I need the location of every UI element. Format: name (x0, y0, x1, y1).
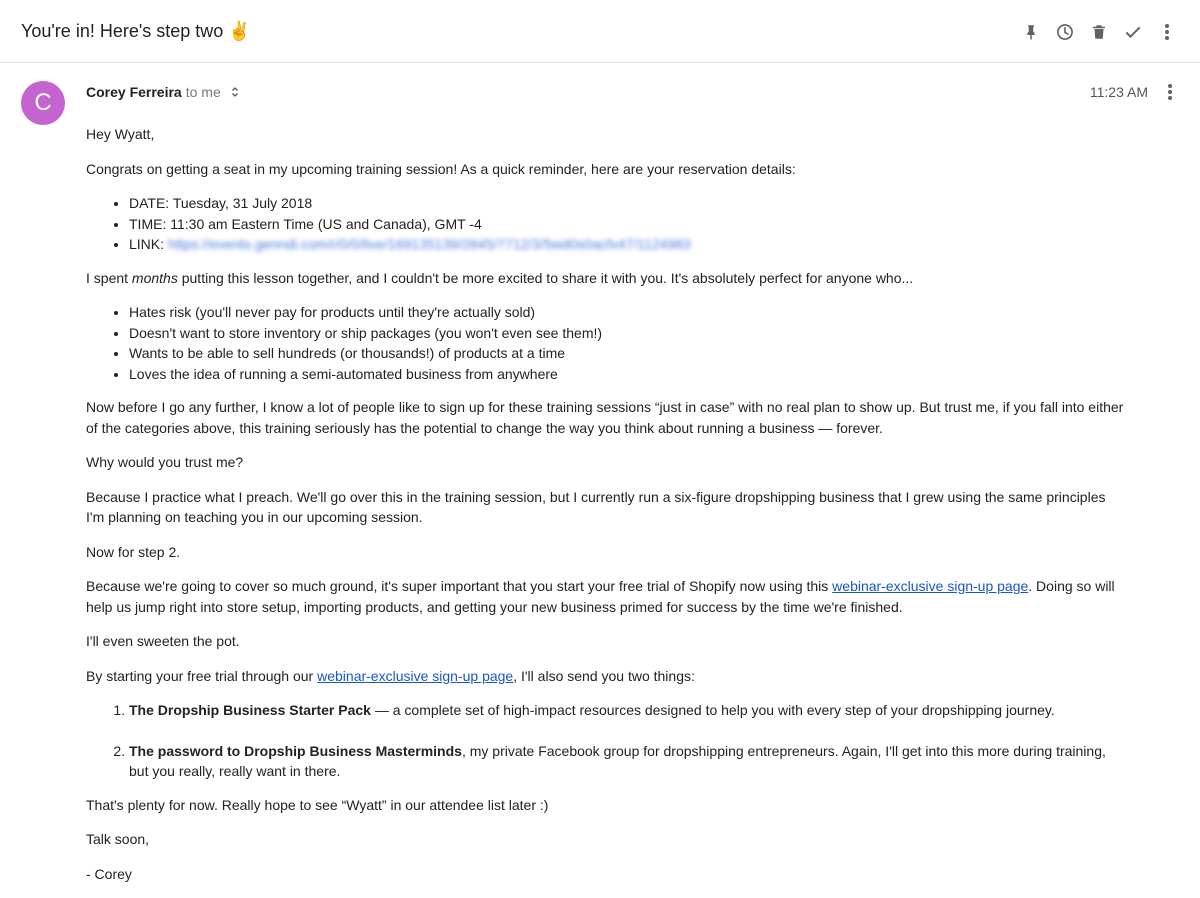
email-body (86, 124, 1126, 898)
step2-paragraph: Now for step 2. (86, 543, 181, 560)
message-more-icon[interactable] (1158, 80, 1182, 104)
signup-page-link[interactable]: webinar-exclusive sign-up page (317, 667, 514, 684)
greeting: Hey Wyatt, (86, 126, 155, 142)
check-icon[interactable] (1116, 18, 1150, 46)
cover-paragraph: Because we're going to cover so much ground, it's super important that you start your free trial of Shopify now using this webinar-exclusive sign-up page. Doing so will help us jump right into store setup, importing products, and getting your new business primed for success by the time we're finished. (86, 578, 1115, 615)
email-subject: You're in! Here's step two ✌️ (21, 21, 251, 41)
recipient-label: to me (185, 84, 221, 100)
perfect-for-list (86, 302, 1126, 384)
webinar-link[interactable]: https://events.genndi.com/r/0/0/live/169135139/2845/7712/3/5wd0s0acfx47/1124983 (167, 236, 691, 252)
sweeten-paragraph: I'll even sweeten the pot. (86, 633, 240, 649)
detail-link: • LINK: https://events.genndi.com/r/0/0/live/169135139/2845/7712/3/5wd0s0acfx47/1124983 (129, 234, 1126, 255)
plenty-paragraph: That's plenty for now. Really hope to see “Wyatt” in our attendee list later :) (86, 796, 549, 813)
list-item: • Loves the idea of running a semi-automated business from anywhere (129, 364, 1126, 385)
starting-paragraph: By starting your free trial through our webinar-exclusive sign-up page, I'll also send you two things: (86, 667, 695, 684)
why-paragraph: Why would you trust me? (86, 454, 244, 470)
bonus-item: 1. The Dropship Business Starter Pack — a complete set of high-impact resources designed to help you with every step of your dropshipping journey. (129, 700, 1126, 721)
snooze-clock-icon[interactable] (1048, 18, 1082, 46)
list-item: • Doesn't want to store inventory or ship packages (you won't even see them!) (129, 323, 1126, 344)
email-toolbar (1014, 18, 1184, 46)
more-vertical-icon[interactable] (1150, 18, 1184, 46)
talk-soon: Talk soon, (86, 831, 150, 847)
because-paragraph: Because I practice what I preach. We'll go over this in the training session, but I currently run a six-figure dropshipping business that I grew using the same principles I'm planning on teaching you in our upcoming session. (86, 488, 1106, 525)
reservation-details-list (86, 193, 1126, 255)
intro-paragraph: Congrats on getting a seat in my upcoming training session! As a quick reminder, here are your reservation details: (86, 160, 796, 177)
before-paragraph: Now before I go any further, I know a lot of people like to sign up for these training sessions “just in case” with no real plan to show up. But trust me, if you fall into either of the categories above, this training seriously has the potential to change the way you think about running a business — forever. (86, 399, 1124, 436)
detail-time: • TIME: 11:30 am Eastern Time (US and Canada), GMT -4 (129, 214, 1126, 235)
pin-icon[interactable] (1014, 18, 1048, 46)
bonus-item: 2. The password to Dropship Business Masterminds, my private Facebook group for dropshipping entrepreneurs. Again, I'll get into this more during training, but you really, really want in there. (129, 741, 1126, 782)
list-item: • Wants to be able to sell hundreds (or thousands!) of products at a time (129, 343, 1126, 364)
bonus-list (86, 700, 1126, 782)
sender-avatar[interactable] (21, 81, 65, 125)
message-time: 11:23 AM (1089, 84, 1148, 100)
trash-icon[interactable] (1082, 18, 1116, 46)
email-header (0, 0, 1200, 63)
recipient-details-toggle-icon[interactable] (231, 86, 239, 98)
spent-paragraph: I spent months putting this lesson together, and I couldn't be more excited to share it with you. It's absolutely perfect for anyone who... (86, 269, 914, 286)
signup-page-link[interactable]: webinar-exclusive sign-up page (832, 578, 1029, 594)
list-item: • Hates risk (you'll never pay for products until they're actually sold) (129, 302, 1126, 323)
sender-line (86, 83, 239, 101)
signature: - Corey (86, 865, 132, 882)
detail-date: • DATE: Tuesday, 31 July 2018 (129, 193, 1126, 214)
avatar-letter: C (34, 89, 52, 116)
sender-name[interactable]: Corey Ferreira (86, 84, 182, 100)
